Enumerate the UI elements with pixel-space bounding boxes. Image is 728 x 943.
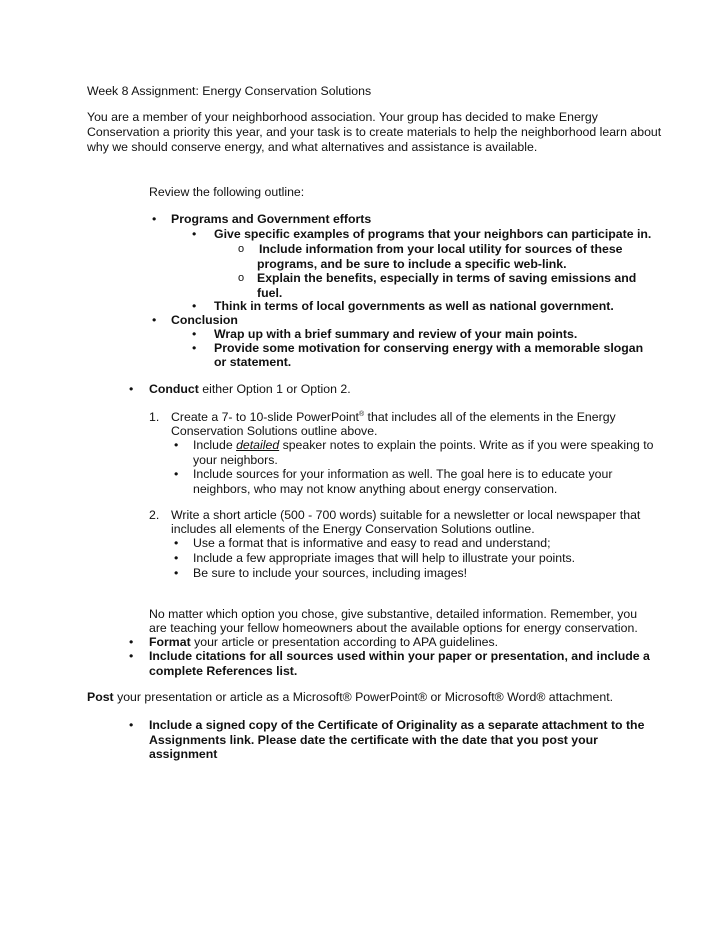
bullet-marker: • <box>152 212 157 226</box>
bullet-marker: • <box>174 566 179 580</box>
citations-line: Include citations for all sources used within your paper or presentation, and include a <box>149 649 650 663</box>
bullet-marker: • <box>192 227 197 241</box>
option1-bullet: Include sources for your information as well. The goal here is to educate your <box>193 467 613 481</box>
bullet-marker: • <box>192 341 197 355</box>
certificate-line: Assignments link. Please date the certificate with the date that you post your <box>149 733 598 747</box>
intro-line: You are a member of your neighborhood association. Your group has decided to make Energy <box>87 110 598 124</box>
bullet-marker: • <box>152 313 157 327</box>
circle-marker: o <box>238 243 245 255</box>
outline-subitem: Explain the benefits, especially in terms of saving emissions and <box>257 271 637 285</box>
circle-marker: o <box>238 272 245 284</box>
option2-bullet: Use a format that is informative and easy to read and understand; <box>193 536 551 550</box>
post-line: Post your presentation or article as a Microsoft® PowerPoint® or Microsoft® Word® attachment. <box>87 690 614 704</box>
bullet-marker: • <box>129 718 134 732</box>
closing-paragraph: are teaching your fellow homeowners about the available options for energy conservation. <box>149 621 638 635</box>
outline-subitem: programs, and be sure to include a specific web-link. <box>257 257 567 271</box>
closing-paragraph: No matter which option you chose, give substantive, detailed information. Remember, you <box>149 607 638 621</box>
outline-subitem: Include information from your local utility for sources of these <box>259 242 623 256</box>
option-number: 2. <box>149 508 160 522</box>
outline-item: Think in terms of local governments as well as national government. <box>214 299 614 313</box>
option1-line: Create a 7- to 10-slide PowerPoint® that includes all of the elements in the Energy <box>171 410 616 424</box>
citations-line: complete References list. <box>149 664 298 678</box>
outline-item: Wrap up with a brief summary and review of your main points. <box>214 327 578 341</box>
option1-bullet: Include detailed speaker notes to explain the points. Write as if you were speaking to <box>193 438 654 452</box>
bullet-marker: • <box>192 327 197 341</box>
option2-bullet: Be sure to include your sources, including images! <box>193 566 468 580</box>
review-heading: Review the following outline: <box>149 185 305 199</box>
option1-bullet: your neighbors. <box>193 453 278 467</box>
document-title: Week 8 Assignment: Energy Conservation Solutions <box>87 84 372 98</box>
outline-item: Provide some motivation for conserving energy with a memorable slogan <box>214 341 644 355</box>
intro-line: Conservation a priority this year, and your task is to create materials to help the neighborhood learn about <box>87 125 662 139</box>
option1-bullet: neighbors, who may not know anything about energy conservation. <box>193 482 558 496</box>
conduct-line: Conduct either Option 1 or Option 2. <box>149 382 351 396</box>
option2-line: Write a short article (500 - 700 words) suitable for a newsletter or local newspaper that <box>171 508 641 522</box>
bullet-marker: • <box>129 649 134 663</box>
bullet-marker: • <box>174 536 179 550</box>
outline-item: Give specific examples of programs that your neighbors can participate in. <box>214 227 652 241</box>
bullet-marker: • <box>174 551 179 565</box>
format-line: Format your article or presentation according to APA guidelines. <box>149 635 499 649</box>
outline-conclusion-label: Conclusion <box>171 313 238 327</box>
outline-subitem: fuel. <box>257 286 283 300</box>
option2-line: includes all elements of the Energy Conservation Solutions outline. <box>171 522 535 536</box>
bullet-marker: • <box>129 382 134 396</box>
certificate-line: Include a signed copy of the Certificate of Originality as a separate attachment to the <box>149 718 645 732</box>
certificate-line: assignment <box>149 747 218 761</box>
bullet-marker: • <box>192 299 197 313</box>
outline-programs-label: Programs and Government efforts <box>171 212 372 226</box>
option-number: 1. <box>149 410 160 424</box>
bullet-marker: • <box>174 438 179 452</box>
intro-line: why we should conserve energy, and what alternatives and assistance is available. <box>87 140 538 154</box>
bullet-marker: • <box>174 467 179 481</box>
option2-bullet: Include a few appropriate images that will help to illustrate your points. <box>193 551 576 565</box>
option1-line: Conservation Solutions outline above. <box>171 424 378 438</box>
bullet-marker: • <box>129 635 134 649</box>
outline-item: or statement. <box>214 355 292 369</box>
